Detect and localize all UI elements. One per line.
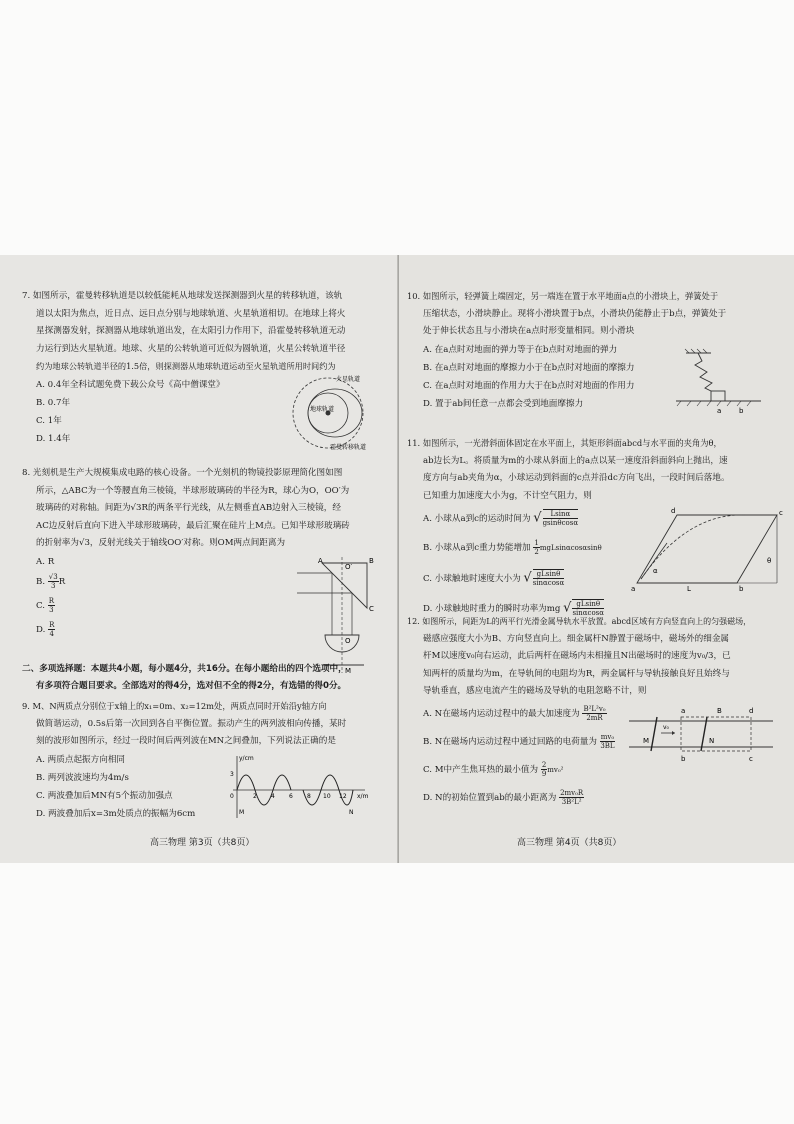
- question-7-line: 星探测器发射，探测器从地球轨道出发，在太阳引力作用下，沿霍曼转移轨道无动: [36, 326, 346, 336]
- rod-m: [651, 717, 657, 751]
- option-text: A. 小球从a到c的运动时间为: [423, 514, 531, 524]
- ceiling-hatch: [685, 349, 707, 353]
- denominator: 3: [51, 581, 56, 590]
- option-letter: B.: [36, 576, 46, 587]
- wave-figure: [225, 752, 375, 822]
- tick-label: 2: [253, 793, 257, 800]
- question-12-option-a: A. N在磁场内运动过程中的最大加速度为 $\frac{\text{B²L²v₀}}{2mR}$: [423, 704, 606, 722]
- label-c: c: [779, 509, 783, 517]
- option-text: C. M中产生焦耳热的最小值为: [423, 764, 539, 775]
- question-12-option-b: B. N在磁场内运动过程中通过回路的电荷量为 $\frac{\text{mv₀}}{3BL}$: [423, 732, 615, 750]
- x-axis-label: x/m: [357, 793, 369, 800]
- question-9-line: 9. M、N两质点分别位于x轴上的x₁=0m、x₂=12m处，两质点同时开始沿y轴方向: [22, 701, 327, 711]
- label-v0: v₀: [663, 724, 669, 731]
- question-10-option-d: D. 置于ab间任意一点都会受到地面摩擦力: [423, 398, 584, 409]
- left-page: [0, 255, 399, 863]
- label-a: A: [318, 557, 323, 565]
- tick-label: 6: [289, 793, 293, 800]
- question-7-line: 约为地球公转轨道半径的1.5倍，则探测器从地球轨道运动至火星轨道所用时间约为: [36, 361, 336, 371]
- denominator: 4: [49, 629, 54, 638]
- incline-figure: [627, 503, 787, 593]
- spring: [695, 353, 715, 393]
- question-7-option-b: B. 0.7年: [36, 397, 71, 408]
- question-9-line: 刻的波形如图所示，经过一段时间后两列波在MN之间叠加，下列说法正确的是: [36, 736, 336, 746]
- label-d: d: [749, 707, 754, 715]
- label-alpha: α: [653, 567, 658, 575]
- right-page: [399, 255, 794, 863]
- question-11-option-b: B. 小球从a到c重力势能增加 $\frac{1}{2}$ mgLsinαcosαsinθ: [423, 539, 602, 556]
- amplitude-label: 3: [230, 771, 234, 778]
- mars-orbit-label: 火星轨道: [336, 376, 361, 383]
- numerator: √3: [48, 572, 58, 581]
- question-8-line: AC边反射后直向下进入半球形玻璃砖，最后汇聚在硅片上M点。已知半球形玻璃砖: [36, 520, 350, 531]
- question-11-option-c: C. 小球触地时速度大小为 √ $\frac{gLsin\theta}{\sin\alpha\cos\alpha}$: [423, 570, 565, 587]
- label-l: L: [687, 585, 691, 593]
- denominator: 3: [49, 605, 54, 614]
- question-7-line: 道以太阳为焦点，近日点、远日点分别与地球轨道、火星轨道相切。在地球上将火: [36, 308, 346, 319]
- tick-label: 10: [323, 793, 331, 800]
- question-7-option-d: D. 1.4年: [36, 433, 71, 444]
- section-heading: 二、多项选择题：本题共4小题，每小题4分，共16分。在每小题给出的四个选项中，: [22, 664, 347, 674]
- ground-hatch: [677, 401, 751, 406]
- question-10-option-a: A. 在a点时对地面的弹力等于在b点时对地面的弹力: [423, 344, 618, 355]
- label-field: B: [717, 707, 722, 715]
- question-12-line: 知两杆的质量均为m，在导轨间的电阻均为R，两金属杆与导轨接触良好且始终与: [423, 668, 730, 679]
- label-m: M: [643, 737, 650, 745]
- rod-n: [701, 717, 707, 751]
- option-text: B. N在磁场内运动过程中通过回路的电荷量为: [423, 736, 597, 747]
- hohmann-orbit-figure: [288, 373, 378, 453]
- option-fraction: [48, 597, 55, 614]
- question-11-option-d: D. 小球触地时重力的瞬时功率为mg √ $\frac{gLsin\theta}{\sin\alpha\cos\alpha}$: [423, 600, 604, 617]
- question-11-option-a: A. 小球从a到c的运动时间为 √ $\frac{Lsin\alpha}{gsin\theta\cos\alpha}$: [423, 510, 579, 527]
- label-b: b: [739, 407, 744, 415]
- option-value: R: [58, 576, 66, 587]
- label-b: B: [369, 557, 374, 565]
- option-value: R: [47, 556, 55, 567]
- question-8-line: 所示，△ABC为一个等腰直角三棱镜，半球形玻璃砖的半径为R，球心为O，OO′为: [36, 485, 350, 496]
- option-letter: D.: [36, 624, 46, 635]
- question-10-line: 10. 如图所示，轻弹簧上端固定，另一端连在置于水平地面a点的小滑块上，弹簧处于: [407, 291, 719, 301]
- label-b: b: [681, 755, 686, 763]
- question-10-option-c: C. 在a点时对地面的作用力大于在b点时对地面的作用力: [423, 380, 635, 391]
- label-theta: θ: [767, 557, 772, 565]
- question-12-option-d: D. N的初始位置到ab的最小距离为 $\frac{\text{2mv₀R}}{\text{3B²L²}}$: [423, 788, 584, 806]
- spring-block-figure: [671, 347, 766, 417]
- origin-label: 0: [230, 793, 234, 800]
- question-12-line: 导轨垂直，感应电流产生的磁场及导轨的电阻忽略不计，则: [423, 686, 647, 696]
- label-a: a: [717, 407, 722, 415]
- question-10-option-b: B. 在a点时对地面的摩擦力小于在b点时对地面的摩擦力: [423, 362, 635, 373]
- question-8-line: 的折射率为√3，反射光线关于轴线OO′对称。则OM两点间距离为: [36, 538, 286, 548]
- question-7-option-c: C. 1年: [36, 415, 62, 426]
- exam-photo: [0, 255, 794, 863]
- tick-label: 8: [307, 793, 311, 800]
- option-text: D. N的初始位置到ab的最小距离为: [423, 792, 557, 803]
- tick-label: 12: [339, 793, 347, 800]
- question-8-line: 玻璃砖的对称轴。间距为√3R的两条平行光线，从左侧垂直AB边射入三棱镜，经: [36, 503, 341, 513]
- label-d: d: [671, 507, 676, 515]
- label-c: C: [369, 605, 374, 613]
- label-a: a: [631, 585, 636, 593]
- earth-orbit-label: 地球轨道: [310, 406, 335, 413]
- question-10-line: 处于伸长状态且与小滑块在a点时形变量相同。则小滑块: [423, 326, 635, 336]
- rails-figure: [621, 703, 781, 763]
- section-heading: 有多项符合题目要求。全部选对的得4分，选对但不全的得2分，有选错的得0分。: [36, 681, 347, 691]
- question-12-line: 12. 如图所示，间距为L的两平行光滑金属导轨水平放置。abcd区域有方向竖直向上的匀强磁场，: [407, 617, 752, 626]
- block: [711, 391, 725, 401]
- lithography-figure: [292, 555, 382, 675]
- label-o-prime: O′: [345, 563, 353, 571]
- label-o: O: [345, 637, 351, 645]
- option-text: C. 小球触地时速度大小为: [423, 574, 521, 584]
- label-c: c: [749, 755, 753, 763]
- arrow-head: [672, 731, 675, 735]
- transfer-orbit-label: 霍曼转移轨道: [330, 444, 367, 451]
- option-letter: A.: [36, 556, 45, 567]
- section-multiple-choice: [22, 661, 387, 695]
- question-11-line: 已知重力加速度大小为g，不计空气阻力，则: [423, 490, 592, 501]
- question-7-line: 7. 如图所示，霍曼转移轨道是以较低能耗从地球发送探测器到火星的转移轨道，该轨: [22, 291, 343, 301]
- question-9-option-a: A. 两质点起振方向相同: [36, 754, 126, 765]
- question-11-line: 11. 如图所示，一光滑斜面体固定在水平面上，其矩形斜面abcd与水平面的夹角为θ，: [407, 438, 722, 448]
- y-axis-label: y/cm: [239, 755, 254, 762]
- numerator: R: [49, 620, 55, 629]
- option-text: B. 小球从a到c重力势能增加: [423, 543, 531, 553]
- question-8-line: 8. 光刻机是生产大规模集成电路的核心设备。一个光刻机的物镜投影原理简化图如图: [22, 468, 343, 478]
- question-9-option-c: C. 两波叠加后MN有5个振动加强点: [36, 790, 173, 801]
- option-fraction: [48, 621, 55, 638]
- question-10-line: 压缩状态，小滑块静止。现将小滑块置于b点，小滑块仍能静止于b点，弹簧处于: [423, 308, 727, 319]
- option-fraction: [48, 573, 59, 590]
- transfer-orbit: [308, 389, 362, 437]
- option-text: A. N在磁场内运动过程中的最大加速度为: [423, 708, 580, 719]
- label-n: N: [349, 809, 354, 816]
- question-7-option-a: A. 0.4年全科试题免费下载公众号《高中僧课堂》: [36, 379, 225, 390]
- numerator: R: [48, 596, 55, 605]
- incline-surface: [637, 515, 777, 583]
- question-9-option-d: D. 两波叠加后x=3m处质点的振幅为6cm: [36, 808, 196, 819]
- question-12-line: 杆M以速度v₀向右运动，此后两杆在磁场内未相撞且N出磁场时的速度为v₀/3，已: [423, 651, 731, 661]
- question-12-option-c: C. M中产生焦耳热的最小值为 $\frac{2}{9}$ mv₀²: [423, 760, 564, 778]
- label-b: b: [739, 585, 744, 593]
- label-a: a: [681, 707, 686, 715]
- question-9-line: 做简谐运动，0.5s后第一次回到各自平衡位置。振动产生的两列波相向传播，某时: [36, 718, 347, 729]
- label-m: M: [239, 809, 245, 816]
- footer-left: 高三物理 第3页（共8页）: [150, 838, 255, 848]
- question-11-line: 度方向与ab夹角为α，小球运动到斜面的c点并沿dc方向飞出，一段时间后落地。: [423, 473, 730, 483]
- question-7-line: 力运行到达火星轨道。地球、火星的公转轨道可近似为圆轨道，火星公转轨道半径: [36, 343, 346, 354]
- field-region: [681, 717, 751, 751]
- label-m: M: [345, 667, 352, 675]
- question-9-option-b: B. 两列波波速均为4m/s: [36, 772, 129, 783]
- option-text: D. 小球触地时重力的瞬时功率为mg: [423, 604, 561, 614]
- question-12-line: 磁感应强度大小为B、方向竖直向上。细金属杆N静置于磁场中，磁场外的细金属: [423, 633, 730, 644]
- footer-right: 高三物理 第4页（共8页）: [517, 838, 622, 848]
- tick-label: 4: [271, 793, 275, 800]
- option-letter: C.: [36, 600, 46, 611]
- label-n: N: [709, 737, 715, 745]
- question-11-line: ab边长为L。将质量为m的小球从斜面上的a点以某一速度沿斜面斜向上抛出，速: [423, 455, 728, 466]
